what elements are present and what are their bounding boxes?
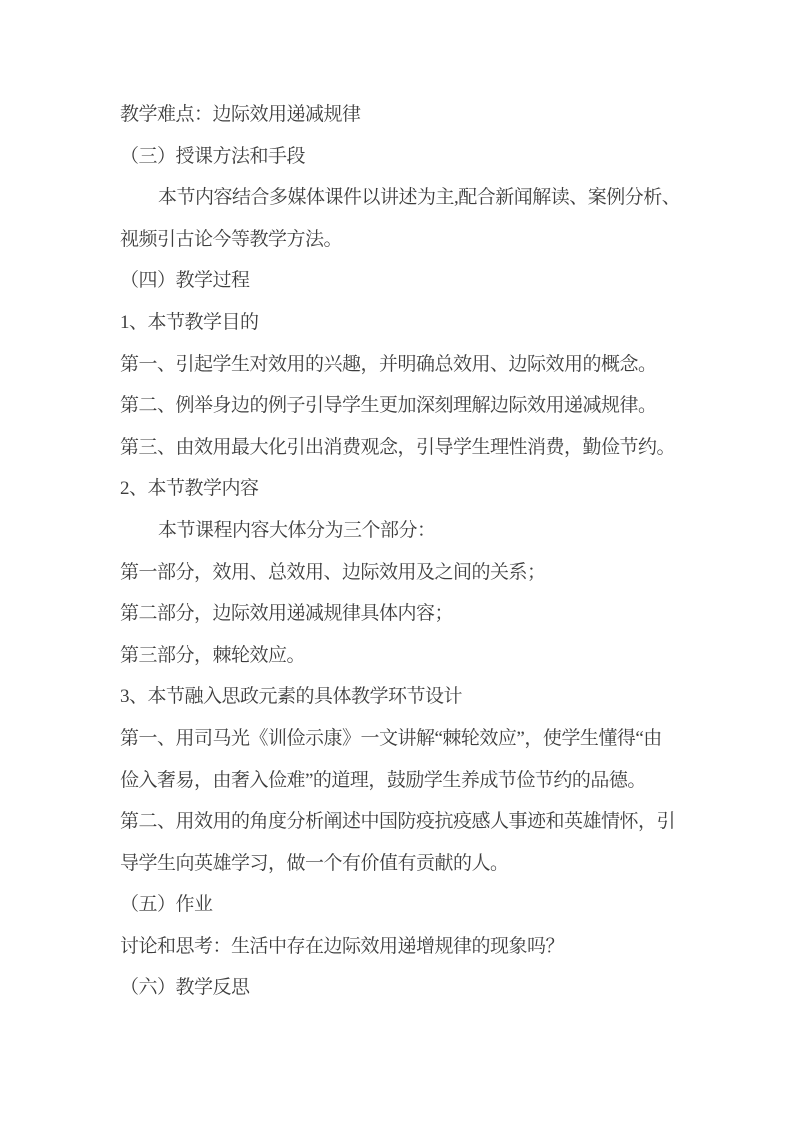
document-line: 讨论和思考：生活中存在边际效用递增规律的现象吗？ xyxy=(120,935,565,957)
document-line: 第一部分，效用、总效用、边际效用及之间的关系； xyxy=(120,561,546,583)
document-line: 导学生向英雄学习，做一个有价值有贡献的人。 xyxy=(120,852,509,874)
document-line: 3、本节融入思政元素的具体教学环节设计 xyxy=(120,686,463,708)
document-line: 本节内容结合多媒体课件以讲述为主,配合新闻解读、案例分析、 xyxy=(158,187,681,209)
document-body xyxy=(120,94,682,1009)
document-line: 1、本节教学目的 xyxy=(120,311,259,333)
document-line: （三）授课方法和手段 xyxy=(120,145,306,167)
document-line: 第二、用效用的角度分析阐述中国防疫抗疫感人事迹和英雄情怀，引 xyxy=(120,811,676,833)
document-line: 第三、由效用最大化引出消费观念，引导学生理性消费，勤俭节约。 xyxy=(120,436,676,458)
document-line: 视频引古论今等教学方法。 xyxy=(120,228,343,250)
document-line: 第三部分，棘轮效应。 xyxy=(120,644,306,666)
document-line: （四）教学过程 xyxy=(120,270,250,292)
document-line: （五）作业 xyxy=(120,894,213,916)
document-line: 第一、用司马光《训俭示康》一文讲解“棘轮效应”，使学生懂得“由 xyxy=(120,727,662,749)
document-line: （六）教学反思 xyxy=(120,977,250,999)
document-line: 第二、例举身边的例子引导学生更加深刻理解边际效用递减规律。 xyxy=(120,395,657,417)
document-line: 第一、引起学生对效用的兴趣，并明确总效用、边际效用的概念。 xyxy=(120,353,657,375)
document-line: 俭入奢易，由奢入俭难”的道理，鼓励学生养成节俭节约的品德。 xyxy=(120,769,646,791)
document-line: 第二部分，边际效用递减规律具体内容； xyxy=(120,603,454,625)
document-line: 教学难点：边际效用递减规律 xyxy=(120,104,361,125)
document-line: 2、本节教学内容 xyxy=(120,478,259,500)
document-line: 本节课程内容大体分为三个部分： xyxy=(158,519,436,541)
